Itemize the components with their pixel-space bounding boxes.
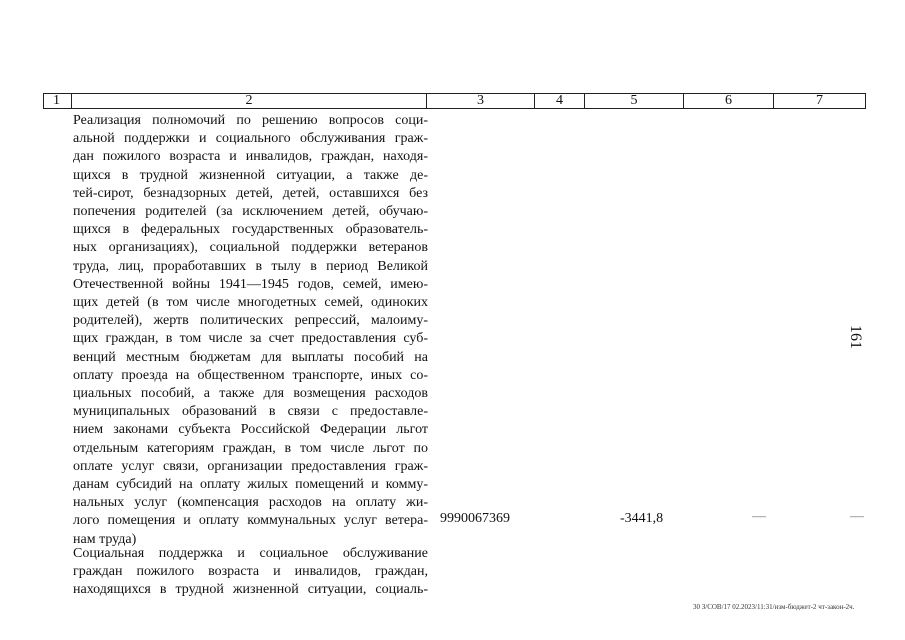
column-header-5: 5 — [585, 94, 684, 108]
row-2-description — [73, 545, 428, 600]
description-line: щихся в федеральных государственных образователь- — [73, 222, 428, 238]
description-line: граждан пожилого возраста и инвалидов, граждан, — [73, 564, 428, 580]
table-header-row — [43, 93, 866, 109]
description-line: отдельным категориям граждан, в том числе льгот по — [73, 440, 428, 456]
description-line: лого помещения и оплату коммунальных услуг ветера- — [73, 513, 428, 529]
description-line: находящихся в трудной жизненной ситуации, социаль- — [73, 582, 428, 598]
description-line: дан пожилого возраста и инвалидов, граждан, находя- — [73, 149, 428, 165]
description-line: попечения родителей (за исключением детей, обучаю- — [73, 204, 428, 220]
description-line: нам труда) — [73, 531, 137, 547]
description-line: Отечественной войны 1941—1945 годов, семей, имею- — [73, 276, 428, 292]
column-7-dash: — — [850, 509, 864, 524]
description-line: оплате услуг связи, организации предоставления граж- — [73, 458, 428, 474]
description-line: Социальная поддержка и социальное обслуживание — [73, 546, 428, 561]
column-header-7: 7 — [816, 93, 823, 108]
description-line: Реализация полномочий по решению вопросов соци- — [73, 113, 428, 128]
document-footer-stamp: 30 З/СОВ/17 02.2023/11:31/изм-бюджет-2 чт-закон-2ч. — [693, 603, 855, 611]
description-line: ных организациях), социальной поддержки ветеранов — [73, 240, 428, 256]
column-header-3: 3 — [427, 94, 535, 108]
description-line: муниципальных образований в связи с предоставле- — [73, 404, 428, 420]
description-line: данам субсидий на оплату жилых помещений и комму- — [73, 477, 428, 493]
column-header-4: 4 — [535, 94, 585, 108]
column-header-1: 1 — [44, 94, 72, 108]
budget-classification-code: 9990067369 — [440, 511, 510, 526]
description-line: нием законами субъекта Российской Федерации льгот — [73, 422, 428, 438]
description-line: альной поддержки и социального обслуживания граж- — [73, 131, 428, 147]
description-line: труда, лиц, проработавших в тылу в период Великой — [73, 258, 428, 274]
description-line: нальных услуг (компенсация расходов на оплату жи- — [73, 495, 428, 511]
column-header-6: 6 — [684, 94, 774, 108]
column-6-dash: — — [752, 509, 766, 524]
description-line: оплату проезда на общественном транспорте, иных со- — [73, 367, 428, 383]
description-line: тей-сирот, безнадзорных детей, детей, оставшихся без — [73, 185, 428, 201]
row-1-description — [73, 112, 428, 549]
description-line: щих граждан, в том числе за счет предоставления суб- — [73, 331, 428, 347]
page-number: 161 — [847, 325, 864, 349]
description-line: щихся в трудной жизненной ситуации, а также де- — [73, 167, 428, 183]
description-line: щих детей (в том числе многодетных семей, одиноких — [73, 295, 428, 311]
description-line: циальных пособий, а также для возмещения расходов — [73, 386, 428, 402]
column-header-2: 2 — [72, 94, 427, 108]
amount-value: -3441,8 — [620, 511, 664, 526]
description-line: родителей), жертв политических репрессий, малоиму- — [73, 313, 428, 329]
description-line: венций местным бюджетам для выплаты пособий на — [73, 349, 428, 365]
